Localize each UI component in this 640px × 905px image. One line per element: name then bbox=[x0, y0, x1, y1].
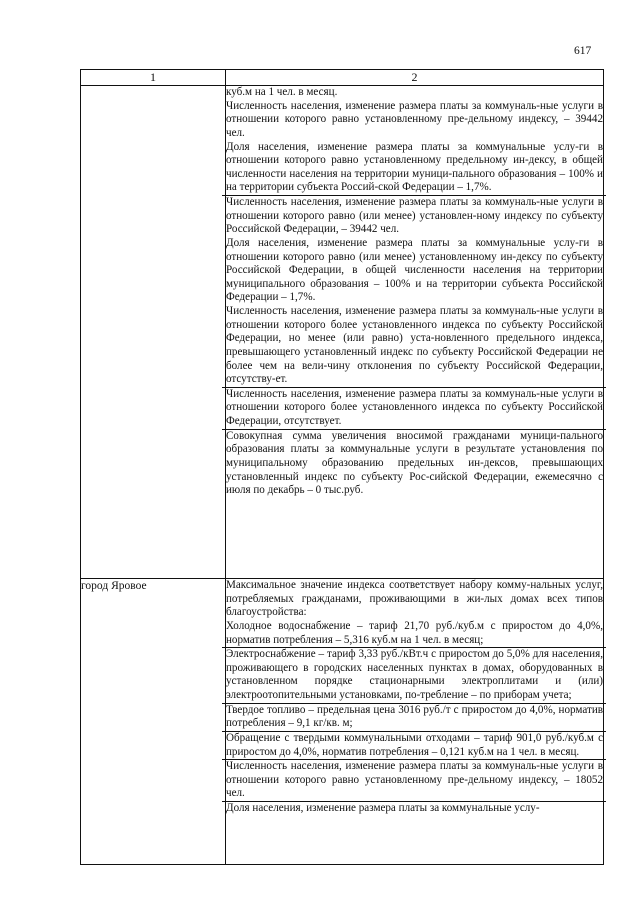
municipality-cell: город Яровое bbox=[81, 579, 226, 865]
paragraph: Доля населения, изменение размера платы за коммунальные услу-ги в отношении которого равно установленному предельному ин-дексу, в общей численности населения на территории муници-пального образования – 100% и на территории субъекта Россий-ской Федерации – 1,7%. bbox=[226, 140, 603, 194]
paragraph: Холодное водоснабжение – тариф 21,70 руб./куб.м с приростом до 4,0%, норматив потребления – 5,316 куб.м на 1 чел. в месяц; bbox=[226, 619, 603, 646]
column-header-2: 2 bbox=[226, 70, 604, 86]
table-row bbox=[81, 86, 604, 579]
paragraph: Численность населения, изменение размера платы за коммуналь-ные услуги в отношении которого более установленного индекса по субъекту Российской Федерации, но менее (или равно) уста-новленного предельного индекса, превышающего установленный индекс по субъекту Российской Федерации не более чем на вели-чину отклонения по субъекту Российской Федерации, отсутству-ет. bbox=[226, 305, 603, 386]
paragraph: Численность населения, изменение размера платы за коммуналь-ные услуги в отношении которого более установленного индекса по субъекту Российской Федерации, отсутствует. bbox=[222, 387, 606, 429]
page-number: 617 bbox=[574, 45, 592, 57]
paragraph: Численность населения, изменение размера платы за коммуналь-ные услуги в отношении которого равно установленному пре-дельному индексу, – 18052 чел. bbox=[222, 759, 606, 801]
paragraph: Электроснабжение – тариф 3,33 руб./кВт.ч с приростом до 5,0% для населения, проживающего в городских населенных пунктах в домах, оборудованных в установленном порядке стационарными электроплитами и (или) электроотопительными установками, по-требление – по приборам учета; bbox=[222, 647, 606, 703]
paragraph: Доля населения, изменение размера платы за коммунальные услу-ги в отношении которого равно (или менее) установленному ин-дексу по субъекту Российской Федерации, в общей численности населения на территории муниципального образования – 100% и на территории субъекта Российской Федерации – 1,7%. bbox=[226, 236, 603, 304]
paragraph: Совокупная сумма увеличения вносимой гражданами муници-пального образования платы за коммунальные услуги в результате установления по муниципальному образованию предельных ин-дексов, превышающих установленный индекс по субъекту Рос-сийской Федерации, ежемесячно с июля по декабрь – 0 тыс.руб. bbox=[222, 429, 606, 498]
paragraph: Твердое топливо – предельная цена 3016 руб./т с приростом до 4,0%, норматив потребления – 9,1 кг/кв. м; bbox=[222, 703, 606, 731]
description-cell bbox=[226, 579, 604, 865]
paragraph: Численность населения, изменение размера платы за коммуналь-ные услуги в отношении которого равно установленному пре-дельному индексу, – 39442 чел. bbox=[226, 99, 603, 139]
paragraph: куб.м на 1 чел. в месяц. bbox=[226, 86, 338, 98]
tariff-index-table bbox=[80, 69, 604, 865]
municipality-cell bbox=[81, 86, 226, 579]
paragraph: Обращение с твердыми коммунальными отходами – тариф 901,0 руб./куб.м с приростом до 4,0%, норматив потребления – 0,121 куб.м на 1 чел. в месяц. bbox=[222, 731, 606, 759]
paragraph: Доля населения, изменение размера платы за коммунальные услу- bbox=[222, 801, 606, 816]
paragraph: Численность населения, изменение размера платы за коммуналь-ные услуги в отношении которого равно (или менее) установлен-ному индексу по субъекту Российской Федерации, – 39442 чел. bbox=[222, 195, 606, 237]
paragraph: Максимальное значение индекса соответствует набору комму-нальных услуг, потребляемых гражданами, проживающими в жи-лых домах всех типов благоустройства: bbox=[226, 579, 603, 619]
description-cell bbox=[226, 86, 604, 579]
table-row bbox=[81, 579, 604, 865]
column-header-1: 1 bbox=[81, 70, 226, 86]
table-header-row bbox=[81, 70, 604, 86]
